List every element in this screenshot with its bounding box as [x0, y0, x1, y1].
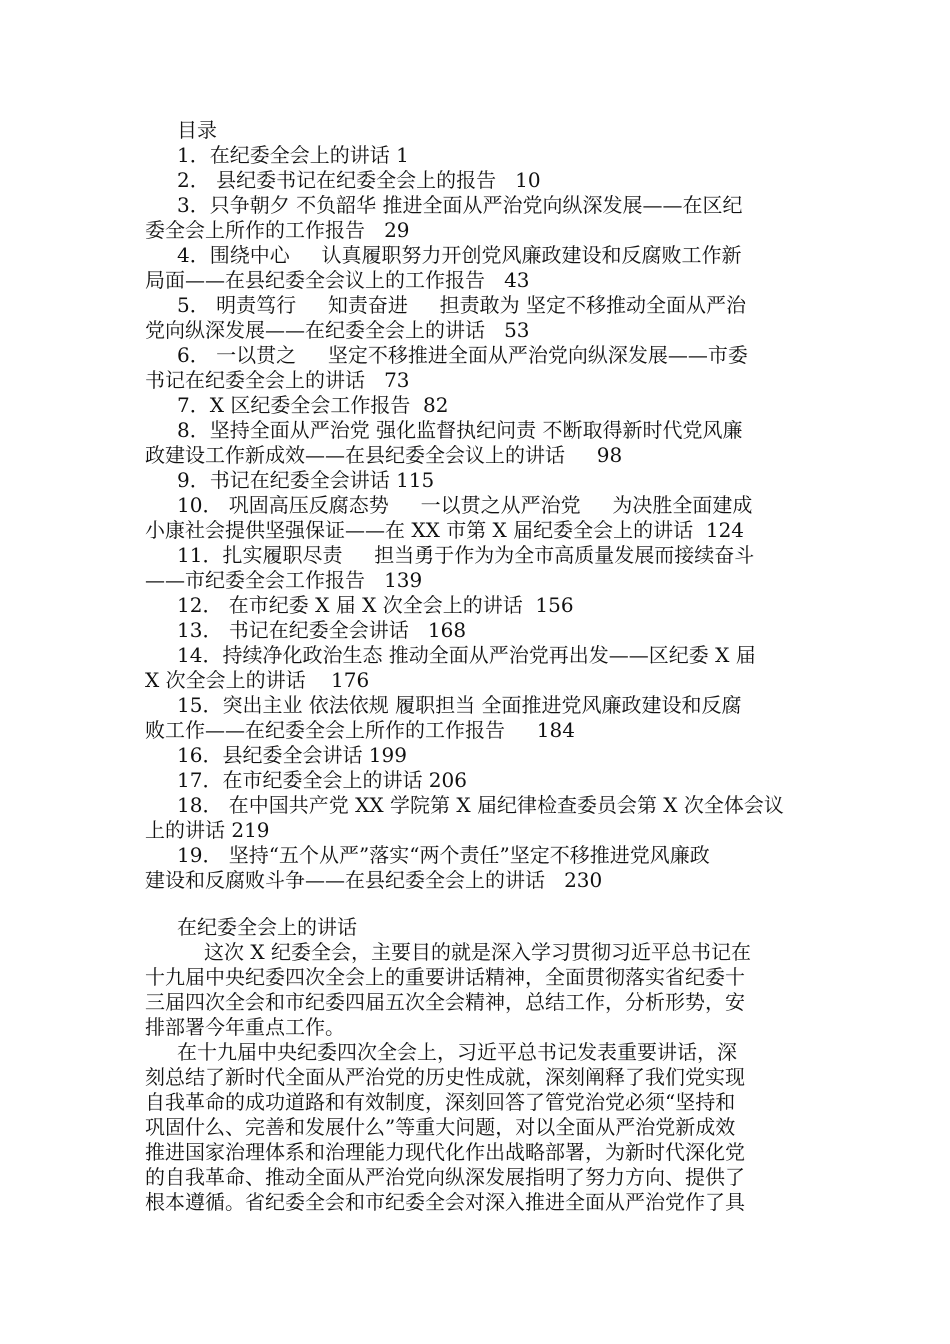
article-line: 自我革命的成功道路和有效制度，深刻回答了管党治党必须“坚持和	[145, 1090, 736, 1114]
toc-line: 败工作——在纪委全会上所作的工作报告 184	[145, 718, 575, 742]
article-line: 三届四次全会和市纪委四届五次全会精神，总结工作，分析形势，安	[145, 990, 745, 1014]
toc-line: 14．持续净化政治生态 推动全面从严治党再出发——区纪委 X 届	[177, 643, 756, 667]
toc-line: 2． 县纪委书记在纪委全会上的报告 10	[177, 168, 541, 192]
toc-line: 3．只争朝夕 不负韶华 推进全面从严治党向纵深发展——在区纪	[177, 193, 743, 217]
article-line: 这次 X 纪委全会，主要目的就是深入学习贯彻习近平总书记在	[204, 940, 751, 964]
article	[145, 915, 805, 1215]
toc-line: 党向纵深发展——在纪委全会上的讲话 53	[145, 318, 530, 342]
toc-line: 19． 坚持“五个从严”落实“两个责任”坚定不移推进党风廉政	[177, 843, 710, 867]
toc-line: 11．扎实履职尽责 担当勇于作为为全市高质量发展而接续奋斗	[177, 543, 755, 567]
article-line: 巩固什么、完善和发展什么”等重大问题，对以全面从严治党新成效	[145, 1115, 736, 1139]
article-line: 在十九届中央纪委四次全会上，习近平总书记发表重要讲话，深	[177, 1040, 737, 1064]
toc-line: 7．X 区纪委全会工作报告 82	[177, 393, 449, 417]
document-page	[145, 118, 805, 1215]
section-gap	[145, 893, 805, 915]
toc-line: 5． 明责笃行 知责奋进 担责敢为 坚定不移推动全面从严治	[177, 293, 747, 317]
toc-line: X 次全会上的讲话 176	[145, 668, 370, 692]
table-of-contents	[145, 118, 805, 893]
toc-line: 上的讲话 219	[145, 818, 270, 842]
toc-line: 小康社会提供坚强保证——在 XX 市第 X 届纪委全会上的讲话 124	[145, 518, 745, 542]
toc-line: 书记在纪委全会上的讲话 73	[145, 368, 410, 392]
toc-line: 1．在纪委全会上的讲话 1	[177, 143, 409, 167]
article-title: 在纪委全会上的讲话	[177, 915, 357, 939]
toc-line: 4．围绕中心 认真履职努力开创党风廉政建设和反腐败工作新	[177, 243, 742, 267]
article-line: 根本遵循。省纪委全会和市纪委全会对深入推进全面从严治党作了具	[145, 1190, 745, 1214]
article-line: 十九届中央纪委四次全会上的重要讲话精神，全面贯彻落实省纪委十	[145, 965, 745, 989]
toc-line: 13． 书记在纪委全会讲话 168	[177, 618, 467, 642]
toc-title: 目录	[177, 118, 217, 142]
toc-line: 16．县纪委全会讲话 199	[177, 743, 407, 767]
article-line: 推进国家治理体系和治理能力现代化作出战略部署，为新时代深化党	[145, 1140, 745, 1164]
article-line: 刻总结了新时代全面从严治党的历史性成就，深刻阐释了我们党实现	[145, 1065, 745, 1089]
toc-line: 15．突出主业 依法依规 履职担当 全面推进党风廉政建设和反腐	[177, 693, 742, 717]
toc-line: 6． 一以贯之 坚定不移推进全面从严治党向纵深发展——市委	[177, 343, 748, 367]
toc-line: 局面——在县纪委全会议上的工作报告 43	[145, 268, 530, 292]
toc-line: 8．坚持全面从严治党 强化监督执纪问责 不断取得新时代党风廉	[177, 418, 743, 442]
toc-line: 政建设工作新成效——在县纪委全会议上的讲话 98	[145, 443, 623, 467]
toc-line: 18． 在中国共产党 XX 学院第 X 届纪律检查委员会第 X 次全体会议	[177, 793, 784, 817]
article-line: 的自我革命、推动全面从严治党向纵深发展指明了努力方向、提供了	[145, 1165, 745, 1189]
toc-line: ——市纪委全会工作报告 139	[145, 568, 423, 592]
toc-line: 10． 巩固高压反腐态势 一以贯之从严治党 为决胜全面建成	[177, 493, 753, 517]
toc-line: 17．在市纪委全会上的讲话 206	[177, 768, 467, 792]
toc-line: 9．书记在纪委全会讲话 115	[177, 468, 435, 492]
toc-line: 委全会上所作的工作报告 29	[145, 218, 410, 242]
article-line: 排部署今年重点工作。	[145, 1015, 345, 1039]
toc-line: 建设和反腐败斗争——在县纪委全会上的讲话 230	[145, 868, 603, 892]
toc-line: 12． 在市纪委 X 届 X 次全会上的讲话 156	[177, 593, 574, 617]
